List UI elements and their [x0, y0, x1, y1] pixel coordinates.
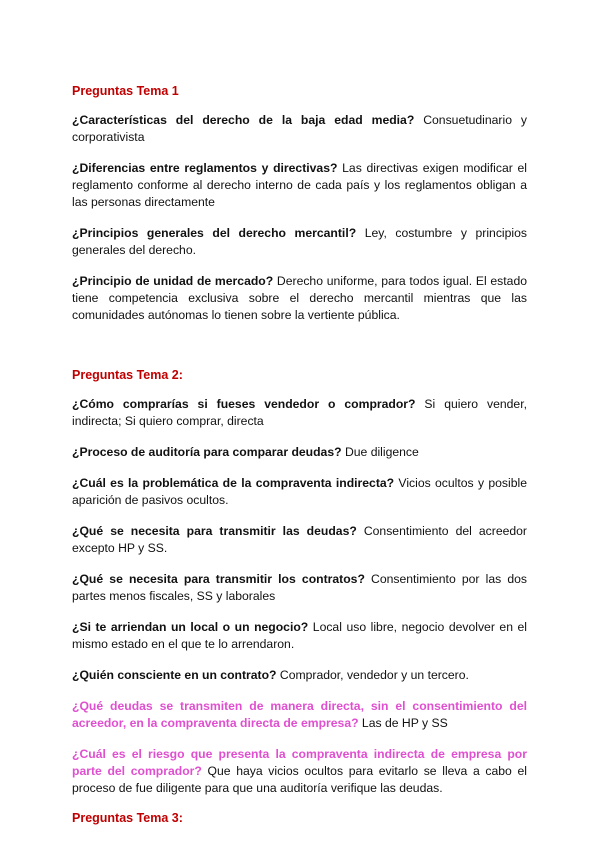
- question: ¿Qué se necesita para transmitir los contratos?: [72, 572, 365, 586]
- answer: Las de HP y SS: [358, 716, 448, 730]
- qa-item-highlighted: [72, 746, 527, 797]
- qa-item: [72, 571, 527, 605]
- qa-item-highlighted: [72, 698, 527, 732]
- section-title-tema-3: Preguntas Tema 3:: [72, 811, 183, 825]
- qa-item: [72, 160, 527, 211]
- answer: Consuetudinario y corporativista: [72, 113, 527, 144]
- answer: Due diligence: [341, 445, 419, 459]
- qa-item: [72, 396, 527, 430]
- question: ¿Principios generales del derecho mercantil?: [72, 226, 357, 240]
- qa-item: [72, 523, 527, 557]
- answer: Consentimiento del acreedor excepto HP y SS.: [72, 524, 527, 555]
- question: ¿Cuál es la problemática de la compraventa indirecta?: [72, 476, 395, 490]
- qa-item: [72, 475, 527, 509]
- qa-item: [72, 619, 527, 653]
- section-title-tema-1: Preguntas Tema 1: [72, 84, 179, 98]
- answer: Comprador, vendedor y un tercero.: [276, 668, 469, 682]
- answer: Ley, costumbre y principios generales del derecho.: [72, 226, 527, 257]
- answer: Que haya vicios ocultos para evitarlo se lleva a cabo el proceso de fue diligente para que una auditoría verifique las deudas.: [72, 764, 527, 795]
- answer: Las directivas exigen modificar el reglamento conforme al derecho interno de cada país y los reglamentos obligan a las personas directamente: [72, 161, 527, 209]
- section-title-tema-2: Preguntas Tema 2:: [72, 368, 183, 382]
- answer: Consentimiento por las dos partes menos fiscales, SS y laborales: [72, 572, 527, 603]
- question: ¿Qué se necesita para transmitir las deudas?: [72, 524, 357, 538]
- qa-item: [72, 273, 527, 324]
- question-highlighted: ¿Cuál es el riesgo que presenta la compraventa indirecta de empresa por parte del comprador?: [72, 747, 527, 778]
- question: ¿Cómo comprarías si fueses vendedor o comprador?: [72, 397, 416, 411]
- question: ¿Quién consciente en un contrato?: [72, 668, 277, 682]
- qa-item: [72, 112, 527, 146]
- answer: Vicios ocultos y posible aparición de pasivos ocultos.: [72, 476, 527, 507]
- question: ¿Principio de unidad de mercado?: [72, 274, 274, 288]
- document-body: [72, 84, 527, 825]
- question: ¿Diferencias entre reglamentos y directivas?: [72, 161, 338, 175]
- question: ¿Si te arriendan un local o un negocio?: [72, 620, 309, 634]
- question: ¿Características del derecho de la baja edad media?: [72, 113, 415, 127]
- answer: Local uso libre, negocio devolver en el mismo estado en el que te lo arrendaron.: [72, 620, 527, 651]
- answer: Derecho uniforme, para todos igual. El estado tiene competencia exclusiva sobre el derecho mercantil mientras que las comunidades autónomas lo tienen sobre la vertiente pública.: [72, 274, 527, 322]
- answer: Si quiero vender, indirecta; Si quiero comprar, directa: [72, 397, 527, 428]
- question: ¿Proceso de auditoría para comparar deudas?: [72, 445, 342, 459]
- qa-item: [72, 444, 527, 461]
- qa-item: [72, 225, 527, 259]
- qa-item: [72, 667, 527, 684]
- question-highlighted: ¿Qué deudas se transmiten de manera directa, sin el consentimiento del acreedor, en la compraventa directa de empresa?: [72, 699, 527, 730]
